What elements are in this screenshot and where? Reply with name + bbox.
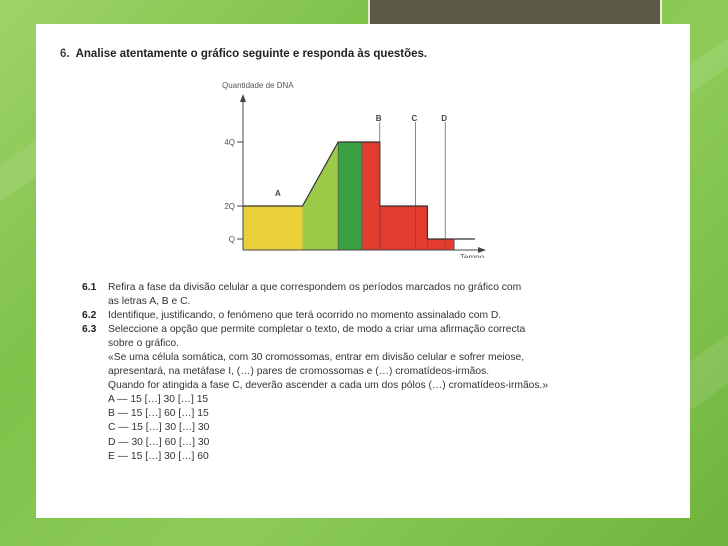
quote-line: «Se uma célula somática, com 30 cromossomas, entrar em divisão celular e sofrer meiose, <box>108 352 525 363</box>
question-item-6-1 <box>82 281 642 309</box>
chart-segment-4 <box>380 206 428 250</box>
chart-y-arrow <box>240 94 246 102</box>
question-text: Analise atentamente o gráfico seguinte e responda às questões. <box>75 48 428 60</box>
item-line: Seleccione a opção que permite completar o texto, de modo a criar uma afirmação correcta <box>108 324 526 335</box>
item-line: as letras A, B e C. <box>108 296 191 307</box>
item-line: Identifique, justificando, o fenómeno que terá ocorrido no momento assinalado com D. <box>108 310 502 321</box>
quote-line: Quando for atingida a fase C, deverão ascender a cada um dos pólos (…) cromatídeos-irmãos.» <box>108 380 549 391</box>
item-line: Refira a fase da divisão celular a que correspondem os períodos marcados no gráfico com <box>108 282 522 293</box>
item-number: 6.1 <box>82 282 97 293</box>
answer-options <box>108 393 642 464</box>
chart-marker-c: C <box>411 114 418 123</box>
option-e: E — 15 […] 30 […] 60 <box>108 450 209 462</box>
chart-segment-5 <box>427 239 454 250</box>
chart-marker-a: A <box>275 189 281 198</box>
question-item-6-3 <box>82 323 642 464</box>
chart-y-tick-label: Q <box>228 235 235 244</box>
item-number: 6.3 <box>82 324 97 335</box>
question-item-6-2 <box>82 309 642 323</box>
quote-text <box>108 351 642 393</box>
chart-y-tick-label: 2Q <box>224 202 235 211</box>
chart-marker-b: B <box>375 114 382 123</box>
question-number: 6. <box>60 48 70 60</box>
dna-chart <box>180 78 490 258</box>
question-title <box>60 48 427 60</box>
chart-y-label: Quantidade de DNA <box>222 81 294 90</box>
option-b: B — 15 […] 60 […] 15 <box>108 408 209 420</box>
option-a: A — 15 […] 30 […] 15 <box>108 394 209 405</box>
chart-marker-d: D <box>441 114 447 123</box>
chart-y-tick-label: 4Q <box>224 138 235 147</box>
option-d: D — 30 […] 60 […] 30 <box>108 436 210 448</box>
dna-chart-svg <box>180 78 490 258</box>
chart-segment-2 <box>338 142 362 250</box>
option-c: C — 15 […] 30 […] 30 <box>108 422 210 434</box>
chart-segment-0 <box>243 206 302 250</box>
item-number: 6.2 <box>82 310 97 321</box>
quote-line: apresentará, na metáfase I, (…) pares de cromossomas e (…) cromatídeos-irmãos. <box>108 366 490 377</box>
questions-list <box>82 281 642 464</box>
chart-segment-3 <box>362 142 380 250</box>
item-line: sobre o gráfico. <box>108 338 179 349</box>
chart-x-label: Tempo <box>460 253 485 258</box>
